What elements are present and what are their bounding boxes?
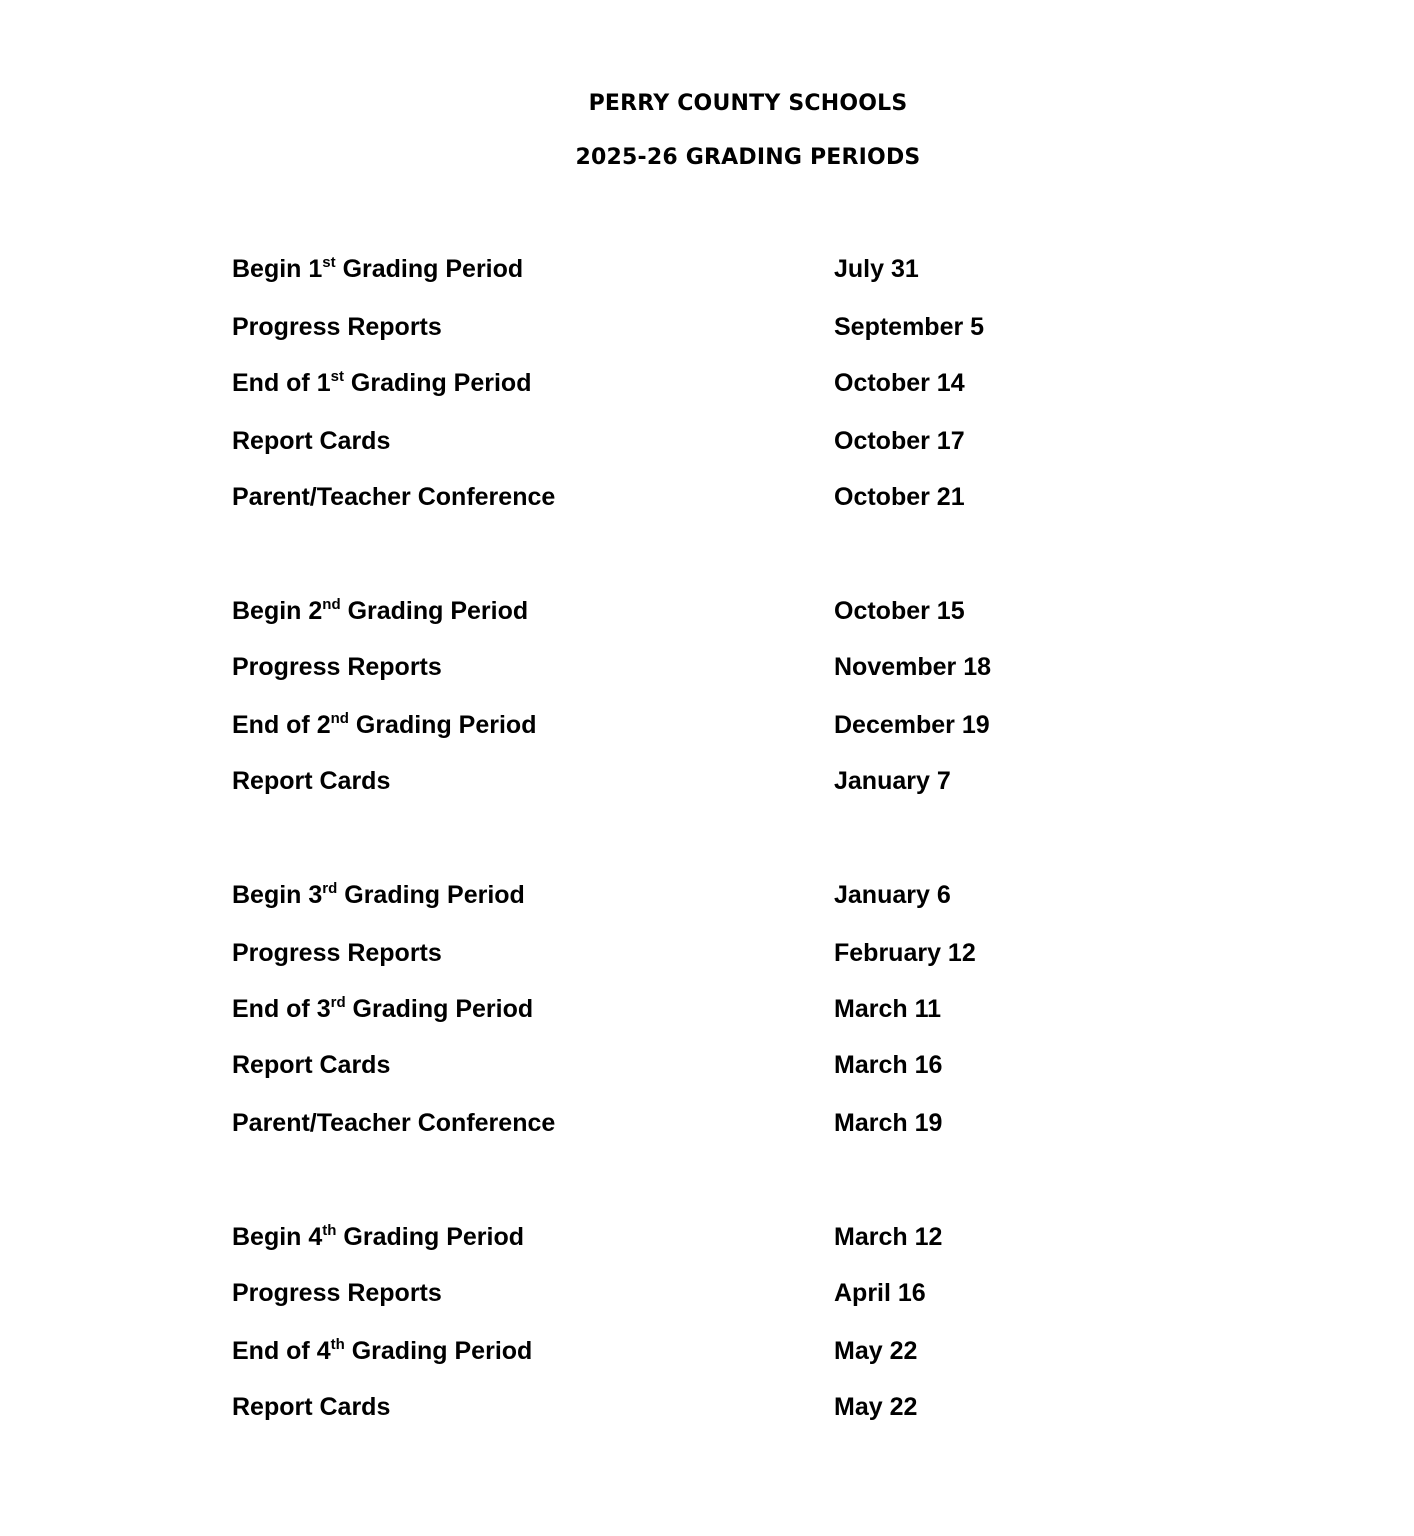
event-label: Begin 3rd Grading Period xyxy=(232,880,525,909)
schedule-row xyxy=(0,879,1414,911)
event-date: March 19 xyxy=(834,1109,943,1137)
schedule-row xyxy=(0,1391,1414,1423)
event-date: January 6 xyxy=(834,881,951,909)
schedule-row xyxy=(0,595,1414,627)
event-date: October 14 xyxy=(834,369,965,397)
schedule-row xyxy=(0,937,1414,969)
event-label: Parent/Teacher Conference xyxy=(232,483,556,511)
event-label: Report Cards xyxy=(232,427,391,455)
schedule-row xyxy=(0,1277,1414,1309)
schedule-row xyxy=(0,993,1414,1025)
event-date: September 5 xyxy=(834,313,985,341)
event-label: End of 3rd Grading Period xyxy=(232,994,534,1023)
schedule-row xyxy=(0,1107,1414,1139)
event-label: End of 2nd Grading Period xyxy=(232,710,537,739)
event-label: Progress Reports xyxy=(232,939,442,967)
schedule-row xyxy=(0,311,1414,343)
schedule-row xyxy=(0,1221,1414,1253)
schedule-row xyxy=(0,1335,1414,1367)
event-label: Begin 2nd Grading Period xyxy=(232,596,529,625)
event-date: March 12 xyxy=(834,1223,943,1251)
schedule-row xyxy=(0,709,1414,741)
event-label: End of 1st Grading Period xyxy=(232,368,532,397)
event-date: October 15 xyxy=(834,597,965,625)
event-date: October 21 xyxy=(834,483,965,511)
event-date: November 18 xyxy=(834,653,992,681)
event-date: May 22 xyxy=(834,1337,918,1365)
event-label: Parent/Teacher Conference xyxy=(232,1109,556,1137)
event-label: Progress Reports xyxy=(232,653,442,681)
event-date: March 16 xyxy=(834,1051,943,1079)
event-label: Begin 4th Grading Period xyxy=(232,1222,524,1251)
event-label: End of 4th Grading Period xyxy=(232,1336,533,1365)
schedule-row xyxy=(0,651,1414,683)
event-label: Progress Reports xyxy=(232,1279,442,1307)
event-date: January 7 xyxy=(834,767,951,795)
event-date: October 17 xyxy=(834,427,965,455)
event-date: April 16 xyxy=(834,1279,926,1307)
schedule-row xyxy=(0,1049,1414,1081)
event-date: December 19 xyxy=(834,711,990,739)
schedule-row xyxy=(0,367,1414,399)
event-label: Begin 1st Grading Period xyxy=(232,254,524,283)
page-subtitle: 2025-26 GRADING PERIODS xyxy=(575,145,921,170)
schedule-row xyxy=(0,765,1414,797)
schedule-row xyxy=(0,253,1414,285)
schedule-row xyxy=(0,481,1414,513)
event-date: May 22 xyxy=(834,1393,918,1421)
event-date: July 31 xyxy=(834,255,919,283)
event-date: March 11 xyxy=(834,995,942,1023)
event-label: Report Cards xyxy=(232,767,391,795)
event-label: Report Cards xyxy=(232,1393,391,1421)
event-date: February 12 xyxy=(834,939,976,967)
schedule-row xyxy=(0,425,1414,457)
event-label: Progress Reports xyxy=(232,313,442,341)
page-title: PERRY COUNTY SCHOOLS xyxy=(588,91,908,116)
event-label: Report Cards xyxy=(232,1051,391,1079)
